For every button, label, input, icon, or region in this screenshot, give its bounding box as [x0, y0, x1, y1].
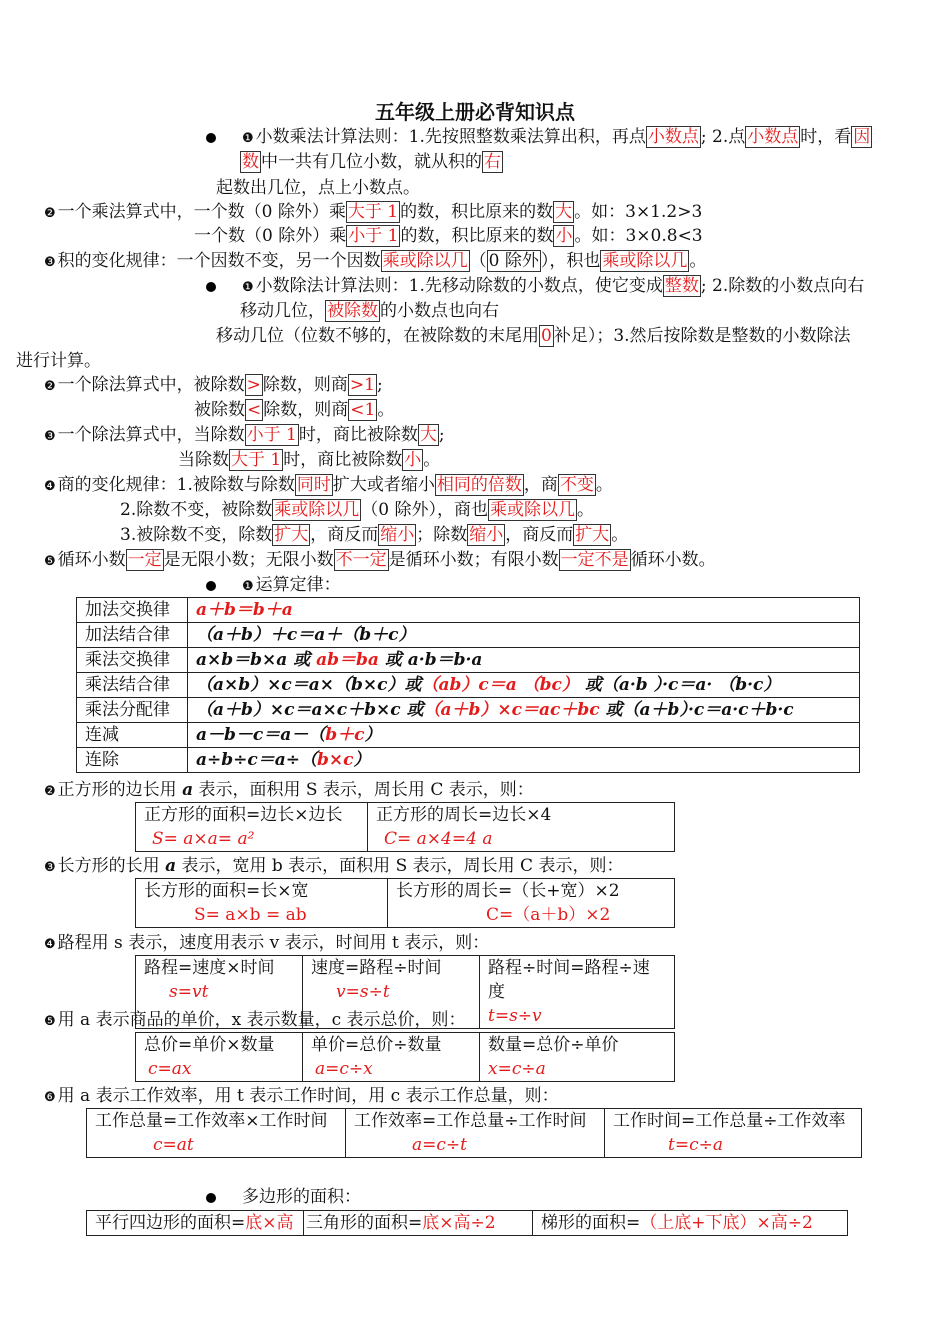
- route-time-cell: [480, 956, 675, 1029]
- text: 循环小数: [57, 550, 126, 570]
- square-desc: [44, 778, 534, 804]
- square-area-cell: [136, 803, 368, 852]
- answer-box: 小: [404, 450, 422, 470]
- mul-rule-line-3: 起数出几位，点上小数点。: [216, 178, 420, 198]
- div-rule-line-1: [206, 274, 864, 300]
- law-formula-part: （ab）c＝a （bc）: [421, 675, 579, 695]
- law-row: [77, 673, 860, 698]
- answer-box: 乘或除以几: [489, 500, 575, 520]
- answer-box: 右: [484, 152, 501, 172]
- law-row: [77, 623, 860, 648]
- circled-four-icon: ❹: [44, 479, 56, 494]
- rect-perimeter-formula: C=（a＋b）×2: [486, 905, 611, 925]
- bullet-icon: [206, 581, 216, 591]
- law-name: 乘法分配律: [77, 698, 188, 723]
- answer-box: 整数: [664, 276, 699, 296]
- square-perimeter-label: 正方形的周长=边长×4: [376, 805, 552, 825]
- triangle-area-cell: [304, 1211, 533, 1236]
- text: ，商反而: [310, 525, 379, 545]
- price-quantity-formula: x=c÷a: [488, 1059, 546, 1079]
- text: （: [469, 251, 487, 271]
- mul-change-rule: [44, 249, 706, 275]
- div-change-rule-3: [120, 523, 628, 547]
- law-row: [77, 723, 860, 748]
- triangle-formula: 底×高÷2: [422, 1213, 496, 1233]
- div-divisor-line-1: [44, 423, 445, 449]
- law-formula: [188, 698, 860, 723]
- text: 。如：3×0.8<3: [574, 226, 703, 246]
- price-total-cell: [136, 1033, 303, 1082]
- route-speed-formula: v=s÷t: [336, 982, 390, 1002]
- answer-box: 小于 1: [246, 425, 297, 445]
- price-total-label: 总价=单价×数量: [144, 1035, 275, 1055]
- work-total-cell: [87, 1109, 346, 1158]
- text: 一个乘法算式中，一个数（0 除外）乘: [57, 202, 346, 222]
- parallelogram-area-cell: [87, 1211, 304, 1236]
- circled-five-icon: ❺: [44, 554, 56, 569]
- work-table: [86, 1108, 862, 1158]
- law-formula-part: 或（a＋b）·c＝a·c＋b·c: [599, 700, 794, 720]
- text: 。如：3×1.2>3: [574, 202, 703, 222]
- trapezoid-formula: （上底+下底）×高÷2: [640, 1213, 813, 1233]
- square-area-label: 正方形的面积=边长×边长: [144, 805, 343, 825]
- mul-compare-line-1: [44, 200, 702, 226]
- answer-box: 相同的倍数: [436, 475, 522, 495]
- price-table: [135, 1032, 675, 1082]
- bullet-icon: [206, 1193, 216, 1203]
- text: 小数除法计算法则：1.先移动除数的小数点，使它变成: [255, 276, 663, 296]
- text: 中一共有几位小数，就从积的: [261, 152, 482, 172]
- text: ；除数: [416, 525, 468, 545]
- text: 。: [576, 500, 594, 520]
- text: 移动几位（位数不够的，在被除数的末尾用: [216, 326, 539, 346]
- mul-compare-line-2: [194, 224, 703, 248]
- answer-box: 不一定: [335, 550, 387, 570]
- text: 循环小数。: [630, 550, 716, 570]
- answer-box: 乘或除以几: [602, 251, 688, 271]
- price-quantity-cell: [480, 1033, 675, 1082]
- circled-one-icon: ❶: [242, 280, 254, 295]
- text: 2.除数不变，被除数: [120, 500, 273, 520]
- law-formula: [188, 748, 860, 773]
- text: ，商反而: [505, 525, 574, 545]
- triangle-label: 三角形的面积=: [306, 1213, 423, 1233]
- circled-five-icon: ❺: [44, 1014, 56, 1029]
- law-name: 连除: [77, 748, 188, 773]
- answer-box: 乘或除以几: [274, 500, 360, 520]
- law-name: 乘法结合律: [77, 673, 188, 698]
- text: 移动几位，: [240, 301, 325, 321]
- law-formula-part: （a＋b）×c＝a×c＋b×c 或: [196, 700, 424, 720]
- div-compare-line-2: [194, 398, 394, 422]
- answer-box: 因: [853, 127, 871, 147]
- square-perimeter-cell: [368, 803, 675, 852]
- rect-perimeter-label: 长方形的周长=（长+宽）×2: [396, 881, 620, 901]
- rect-area-label: 长方形的面积=长×宽: [144, 881, 309, 901]
- law-formula-part: ）: [353, 750, 371, 770]
- page-title: 五年级上册必背知识点: [375, 100, 575, 124]
- answer-box: 0: [541, 326, 552, 346]
- text: 一个除法算式中，被除数: [57, 375, 245, 395]
- text: 。: [611, 525, 629, 545]
- rect-table: [135, 878, 675, 928]
- circled-two-icon: ❷: [44, 206, 56, 221]
- text: 的小数点也向右: [380, 301, 499, 321]
- text: ;: [376, 375, 383, 395]
- law-formula-part: （a×b）×c＝a×（b×c）或: [196, 675, 422, 695]
- answer-box: <1: [350, 400, 376, 420]
- circled-two-icon: ❷: [44, 784, 56, 799]
- law-formula-part: 或（a·b ）·c＝a· （b·c）: [578, 675, 781, 695]
- text: 。: [377, 400, 395, 420]
- price-unit-cell: [303, 1033, 480, 1082]
- text: 。: [595, 475, 613, 495]
- text: 除数，则商: [263, 400, 349, 420]
- text: 3.被除数不变，除数: [120, 525, 273, 545]
- text: 商的变化规律：1.被除数与除数: [57, 475, 295, 495]
- text: 一个除法算式中，当除数: [57, 425, 245, 445]
- text: （0 除外），商也: [361, 500, 488, 520]
- text: 小数乘法计算法则：1.先按照整数乘法算出积，再点: [255, 127, 646, 147]
- work-efficiency-formula: a=c÷t: [412, 1135, 467, 1155]
- text: ），积也: [540, 251, 601, 271]
- poly-table: [86, 1210, 848, 1236]
- circled-four-icon: ❹: [44, 937, 56, 952]
- parallelogram-label: 平行四边形的面积=: [95, 1213, 246, 1233]
- text: 时，看: [800, 127, 852, 147]
- repeating-decimal-rule: [44, 548, 716, 574]
- answer-box: 同时: [296, 475, 331, 495]
- text: 运算定律：: [255, 575, 341, 595]
- text: 当除数: [178, 450, 229, 470]
- square-perimeter-formula: C= a×4=4 a: [384, 829, 493, 849]
- answer-box: 一定: [127, 550, 162, 570]
- answer-box: >1: [349, 375, 375, 395]
- law-name: 加法交换律: [77, 598, 188, 623]
- div-change-rule-2: [120, 498, 594, 522]
- answer-box: 大于 1: [347, 202, 399, 222]
- price-unit-formula: a=c÷x: [315, 1059, 373, 1079]
- text: 补足）；3.然后按除数是整数的小数除法: [553, 326, 851, 346]
- text: 路程用 s 表示，速度用表示 v 表示，时间用 t 表示，则：: [57, 933, 490, 953]
- route-speed-label: 速度=路程÷时间: [311, 958, 442, 978]
- work-efficiency-label: 工作效率=工作总量÷工作时间: [354, 1111, 587, 1131]
- work-time-formula: t=c÷a: [668, 1135, 723, 1155]
- text: ;: [438, 425, 445, 445]
- text: 积的变化规律：一个因数不变，另一个因数: [57, 251, 381, 271]
- text: ，商: [523, 475, 558, 495]
- law-formula-part: a－b－c＝a－（: [196, 725, 326, 745]
- price-quantity-label: 数量=总价÷单价: [488, 1035, 619, 1055]
- rect-desc: [44, 854, 623, 880]
- law-formula: [188, 723, 860, 748]
- circled-two-icon: ❷: [44, 379, 56, 394]
- rect-perimeter-cell: [388, 879, 675, 928]
- law-name: 连减: [77, 723, 188, 748]
- work-desc: [44, 1084, 559, 1110]
- answer-box: 缩小: [469, 525, 504, 545]
- text: 一个数（0 除外）乘: [194, 226, 347, 246]
- laws-table: [76, 597, 860, 773]
- law-formula-part: a＋b＝b＋a: [196, 600, 293, 620]
- div-rule-line-3: [216, 324, 851, 348]
- text: 是循环小数；有限小数: [388, 550, 559, 570]
- text: ; 2.点: [700, 127, 746, 147]
- law-formula: [188, 673, 860, 698]
- div-rule-line-2: [240, 299, 499, 323]
- work-total-label: 工作总量=工作效率×工作时间: [95, 1111, 328, 1131]
- law-formula: [188, 648, 860, 673]
- law-formula-part: ab＝ba: [316, 650, 379, 670]
- circled-three-icon: ❸: [44, 255, 56, 270]
- text: 的数，积比原来的数: [400, 202, 554, 222]
- mul-rule-line-1: [206, 125, 872, 151]
- var: a: [182, 780, 194, 800]
- text: 表示，面积用 S 表示，周长用 C 表示，则：: [193, 780, 534, 800]
- text: 是无限小数；无限小数: [163, 550, 334, 570]
- text: 扩大或者缩小: [332, 475, 435, 495]
- text: 用 a 表示商品的单价，x 表示数量，c 表示总价，则：: [57, 1010, 466, 1030]
- poly-heading: [206, 1185, 361, 1209]
- text: 长方形的长用: [57, 856, 166, 876]
- law-formula-part: ）: [364, 725, 382, 745]
- text: 时，商比被除数: [283, 450, 403, 470]
- text: 。: [423, 450, 441, 470]
- route-distance-label: 路程=速度×时间: [144, 958, 275, 978]
- circled-three-icon: ❸: [44, 429, 56, 444]
- text: 用 a 表示工作效率，用 t 表示工作时间，用 c 表示工作总量，则：: [57, 1086, 559, 1106]
- answer-box: 小于 1: [348, 226, 399, 246]
- answer-box: 被除数: [327, 301, 378, 321]
- law-name: 加法结合律: [77, 623, 188, 648]
- answer-box: 0 除外: [488, 251, 539, 271]
- answer-box: 缩小: [380, 525, 415, 545]
- answer-box: 不变: [559, 475, 594, 495]
- text: 表示，宽用 b 表示，面积用 S 表示，周长用 C 表示，则：: [176, 856, 624, 876]
- answer-box: 一定不是: [560, 550, 629, 570]
- answer-box: 乘或除以几: [382, 251, 468, 271]
- div-divisor-line-2: [178, 448, 440, 472]
- text: 多边形的面积：: [242, 1187, 361, 1207]
- route-distance-formula: s=vt: [169, 982, 209, 1002]
- answer-box: 扩大: [575, 525, 610, 545]
- law-formula-part: 或 a·b＝b·a: [378, 650, 483, 670]
- answer-box: 数: [242, 152, 259, 172]
- laws-heading: [206, 573, 341, 599]
- text: 。: [689, 251, 707, 271]
- law-formula-part: （a＋b）＋c＝a＋（b＋c）: [196, 625, 416, 645]
- circled-six-icon: ❻: [44, 1090, 56, 1105]
- rect-area-cell: [136, 879, 388, 928]
- answer-box: >: [246, 375, 261, 395]
- square-table: [135, 802, 675, 852]
- circled-one-icon: ❶: [242, 579, 254, 594]
- law-formula: [188, 598, 860, 623]
- parallelogram-formula: 底×高: [245, 1213, 294, 1233]
- mul-rule-line-2: [240, 150, 503, 174]
- work-time-label: 工作时间=工作总量÷工作效率: [613, 1111, 846, 1131]
- answer-box: 大于 1: [231, 450, 282, 470]
- answer-box: 大: [419, 425, 437, 445]
- text: 时，商比被除数: [298, 425, 418, 445]
- law-formula: [188, 623, 860, 648]
- price-desc: [44, 1008, 466, 1034]
- circled-three-icon: ❸: [44, 860, 56, 875]
- text: 的数，积比原来的数: [400, 226, 554, 246]
- text: 除数，则商: [262, 375, 348, 395]
- text: 被除数: [194, 400, 245, 420]
- trapezoid-label: 梯形的面积=: [541, 1213, 641, 1233]
- div-change-rule-1: [44, 473, 613, 499]
- law-formula-part: a÷b÷c＝a÷（: [196, 750, 318, 770]
- square-area-formula: S= a×a= a²: [152, 829, 255, 849]
- price-total-formula: c=ax: [148, 1059, 192, 1079]
- answer-box: 小数点: [647, 127, 699, 147]
- trapezoid-area-cell: [533, 1211, 848, 1236]
- law-row: [77, 648, 860, 673]
- law-formula-part: （a＋b）×c＝ac＋bc: [423, 700, 600, 720]
- answer-box: 小: [555, 226, 573, 246]
- bullet-icon: [206, 282, 216, 292]
- text: ; 2.除数的小数点向右: [700, 276, 865, 296]
- var: a: [165, 856, 177, 876]
- route-desc: [44, 931, 489, 957]
- div-compare-line-1: [44, 373, 383, 399]
- rect-area-formula: S= a×b = ab: [194, 905, 307, 925]
- law-formula-part: b×c: [317, 750, 354, 770]
- work-total-formula: c=at: [153, 1135, 194, 1155]
- answer-box: 大: [555, 202, 573, 222]
- div-rule-line-4: 进行计算。: [16, 351, 101, 371]
- work-time-cell: [605, 1109, 862, 1158]
- law-name: 乘法交换律: [77, 648, 188, 673]
- work-efficiency-cell: [346, 1109, 605, 1158]
- circled-one-icon: ❶: [242, 131, 254, 146]
- answer-box: 扩大: [274, 525, 309, 545]
- answer-box: <: [247, 400, 262, 420]
- price-unit-label: 单价=总价÷数量: [311, 1035, 442, 1055]
- bullet-icon: [206, 133, 216, 143]
- text: 正方形的边长用: [57, 780, 183, 800]
- route-time-formula: t=s÷v: [488, 1006, 542, 1026]
- answer-box: 小数点: [747, 127, 799, 147]
- route-time-label: 路程÷时间=路程÷速度: [488, 958, 650, 1002]
- law-formula-part: b＋c: [325, 725, 365, 745]
- law-row: [77, 698, 860, 723]
- law-row: [77, 748, 860, 773]
- law-row: [77, 598, 860, 623]
- law-formula-part: a×b＝b×a 或: [196, 650, 317, 670]
